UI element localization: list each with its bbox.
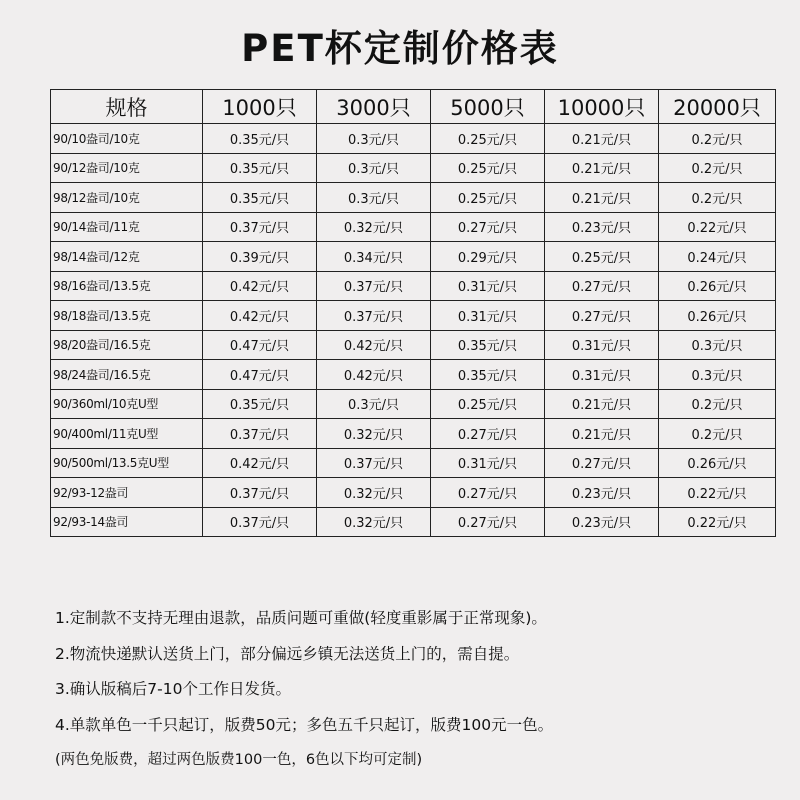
price-cell: 0.22元/只 — [659, 478, 776, 508]
price-cell: 0.35元/只 — [431, 360, 545, 390]
price-cell: 0.24元/只 — [659, 242, 776, 272]
header-qty-20000: 20000只 — [659, 90, 776, 124]
spec-cell: 90/400ml/11克U型 — [51, 419, 203, 449]
price-cell: 0.35元/只 — [203, 389, 317, 419]
price-cell: 0.25元/只 — [431, 153, 545, 183]
price-cell: 0.2元/只 — [659, 183, 776, 213]
price-cell: 0.42元/只 — [317, 360, 431, 390]
price-cell: 0.3元/只 — [659, 360, 776, 390]
price-cell: 0.27元/只 — [431, 507, 545, 537]
price-cell: 0.26元/只 — [659, 448, 776, 478]
table-row — [51, 183, 776, 213]
price-cell: 0.3元/只 — [317, 183, 431, 213]
table-row — [51, 389, 776, 419]
price-cell: 0.22元/只 — [659, 507, 776, 537]
header-row — [51, 90, 776, 124]
price-cell: 0.37元/只 — [203, 478, 317, 508]
price-cell: 0.31元/只 — [431, 448, 545, 478]
price-cell: 0.2元/只 — [659, 419, 776, 449]
price-cell: 0.21元/只 — [545, 419, 659, 449]
price-cell: 0.31元/只 — [431, 271, 545, 301]
spec-cell: 98/12盎司/10克 — [51, 183, 203, 213]
note-delivery: 2.物流快递默认送货上门，部分偏远乡镇无法送货上门的，需自提。 — [55, 644, 520, 663]
table-row — [51, 360, 776, 390]
price-cell: 0.27元/只 — [431, 478, 545, 508]
price-cell: 0.21元/只 — [545, 124, 659, 154]
price-cell: 0.26元/只 — [659, 301, 776, 331]
table-row — [51, 271, 776, 301]
notes — [55, 608, 775, 786]
price-cell: 0.21元/只 — [545, 389, 659, 419]
price-cell: 0.25元/只 — [431, 183, 545, 213]
table-row — [51, 478, 776, 508]
price-cell: 0.27元/只 — [431, 419, 545, 449]
table-row — [51, 124, 776, 154]
table-row — [51, 419, 776, 449]
note-refund: 1.定制款不支持无理由退款，品质问题可重做(轻度重影属于正常现象)。 — [55, 609, 547, 627]
note-minimum-order: 4.单款单色一千只起订，版费50元；多色五千只起订，版费100元一色。 — [55, 715, 554, 734]
price-cell: 0.2元/只 — [659, 124, 776, 154]
spec-cell: 98/16盎司/13.5克 — [51, 271, 203, 301]
price-cell: 0.27元/只 — [545, 271, 659, 301]
price-cell: 0.35元/只 — [431, 330, 545, 360]
header-qty-1000: 1000只 — [203, 90, 317, 124]
spec-cell: 90/360ml/10克U型 — [51, 389, 203, 419]
price-cell: 0.2元/只 — [659, 389, 776, 419]
price-cell: 0.42元/只 — [203, 448, 317, 478]
price-cell: 0.27元/只 — [545, 448, 659, 478]
table-row — [51, 507, 776, 537]
price-cell: 0.3元/只 — [317, 124, 431, 154]
spec-cell: 90/12盎司/10克 — [51, 153, 203, 183]
price-cell: 0.39元/只 — [203, 242, 317, 272]
price-cell: 0.37元/只 — [317, 448, 431, 478]
spec-cell: 90/500ml/13.5克U型 — [51, 448, 203, 478]
price-cell: 0.31元/只 — [431, 301, 545, 331]
header-qty-3000: 3000只 — [317, 90, 431, 124]
price-cell: 0.32元/只 — [317, 507, 431, 537]
price-cell: 0.42元/只 — [203, 271, 317, 301]
note-plate-fee: (两色免版费，超过两色版费100一色，6色以下均可定制) — [55, 752, 423, 768]
price-cell: 0.32元/只 — [317, 419, 431, 449]
price-cell: 0.42元/只 — [317, 330, 431, 360]
table-row — [51, 212, 776, 242]
price-cell: 0.37元/只 — [203, 507, 317, 537]
price-cell: 0.22元/只 — [659, 212, 776, 242]
price-cell: 0.23元/只 — [545, 507, 659, 537]
price-cell: 0.31元/只 — [545, 360, 659, 390]
spec-cell: 90/10盎司/10克 — [51, 124, 203, 154]
spec-cell: 98/14盎司/12克 — [51, 242, 203, 272]
price-cell: 0.31元/只 — [545, 330, 659, 360]
price-cell: 0.29元/只 — [431, 242, 545, 272]
header-qty-5000: 5000只 — [431, 90, 545, 124]
price-cell: 0.47元/只 — [203, 360, 317, 390]
price-cell: 0.34元/只 — [317, 242, 431, 272]
table-row — [51, 153, 776, 183]
spec-cell: 92/93-14盎司 — [51, 507, 203, 537]
spec-cell: 98/20盎司/16.5克 — [51, 330, 203, 360]
price-cell: 0.23元/只 — [545, 212, 659, 242]
price-cell: 0.42元/只 — [203, 301, 317, 331]
header-qty-10000: 10000只 — [545, 90, 659, 124]
price-cell: 0.2元/只 — [659, 153, 776, 183]
spec-cell: 98/24盎司/16.5克 — [51, 360, 203, 390]
price-cell: 0.37元/只 — [203, 212, 317, 242]
price-cell: 0.32元/只 — [317, 212, 431, 242]
price-cell: 0.32元/只 — [317, 478, 431, 508]
price-cell: 0.26元/只 — [659, 271, 776, 301]
spec-cell: 98/18盎司/13.5克 — [51, 301, 203, 331]
price-cell: 0.35元/只 — [203, 183, 317, 213]
price-cell: 0.47元/只 — [203, 330, 317, 360]
price-cell: 0.3元/只 — [317, 389, 431, 419]
table-row — [51, 301, 776, 331]
price-cell: 0.25元/只 — [431, 389, 545, 419]
price-cell: 0.23元/只 — [545, 478, 659, 508]
spec-cell: 90/14盎司/11克 — [51, 212, 203, 242]
price-table — [50, 89, 776, 537]
price-cell: 0.37元/只 — [317, 271, 431, 301]
price-cell: 0.37元/只 — [203, 419, 317, 449]
price-cell: 0.25元/只 — [545, 242, 659, 272]
table-row — [51, 448, 776, 478]
price-cell: 0.3元/只 — [317, 153, 431, 183]
price-cell: 0.27元/只 — [545, 301, 659, 331]
price-table-body — [51, 124, 776, 537]
page-title: PET杯定制价格表 — [241, 27, 559, 70]
price-cell: 0.25元/只 — [431, 124, 545, 154]
table-row — [51, 330, 776, 360]
price-cell: 0.3元/只 — [659, 330, 776, 360]
note-shipping-time: 3.确认版稿后7-10个工作日发货。 — [55, 680, 291, 698]
price-cell: 0.21元/只 — [545, 183, 659, 213]
table-row — [51, 242, 776, 272]
price-cell: 0.27元/只 — [431, 212, 545, 242]
price-cell: 0.37元/只 — [317, 301, 431, 331]
price-cell: 0.35元/只 — [203, 153, 317, 183]
header-spec: 规格 — [51, 90, 203, 124]
spec-cell: 92/93-12盎司 — [51, 478, 203, 508]
price-cell: 0.35元/只 — [203, 124, 317, 154]
price-cell: 0.21元/只 — [545, 153, 659, 183]
